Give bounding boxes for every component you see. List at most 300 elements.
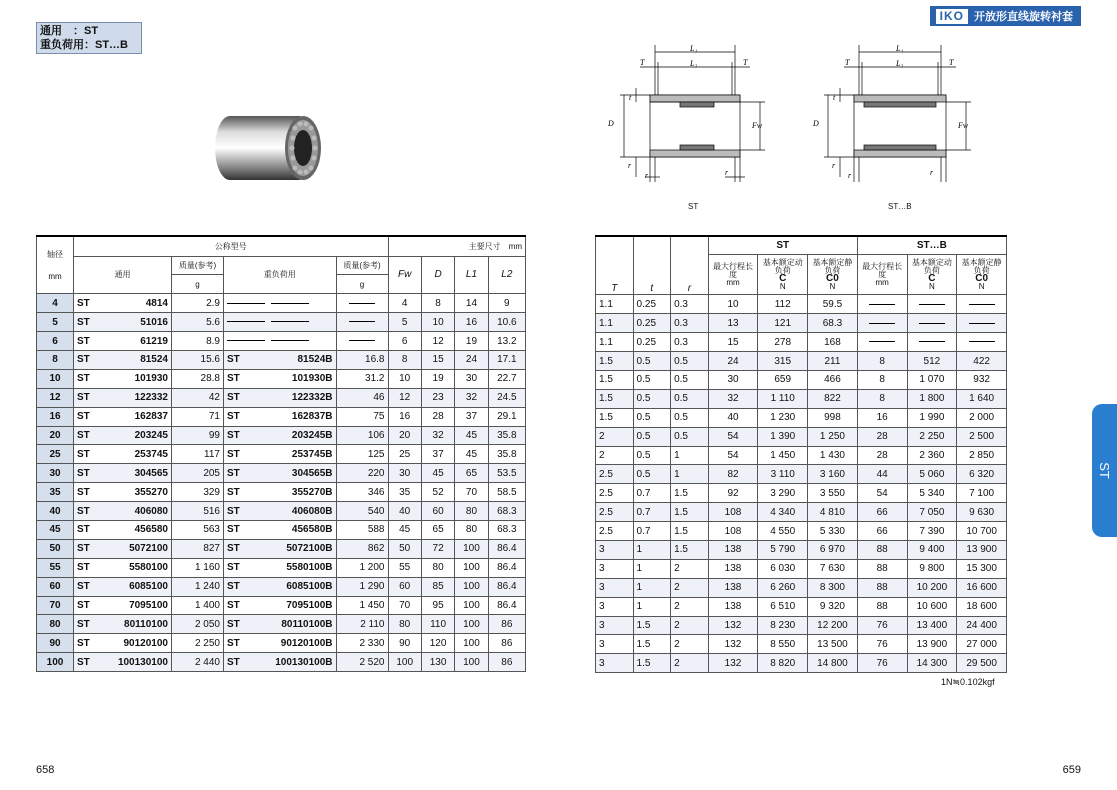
table-cell: 16 600 <box>957 578 1007 597</box>
d-header: D <box>421 256 454 294</box>
table-cell: 88 <box>857 597 907 616</box>
table-cell: 1.5 <box>596 370 634 389</box>
table-cell: 7 100 <box>957 484 1007 503</box>
table-cell: ST <box>224 615 269 634</box>
right-spec-table <box>595 235 1007 673</box>
table-cell: ST <box>74 294 104 313</box>
svg-text:t: t <box>833 93 836 102</box>
table-cell: ST <box>74 596 104 615</box>
table-cell: 86 <box>488 634 525 653</box>
stroke-header-b: 最大行程长度 mm <box>857 255 907 295</box>
table-row <box>37 294 526 313</box>
dash <box>869 304 895 305</box>
table-cell: 2 <box>671 616 709 635</box>
table-cell: 100 <box>455 558 488 577</box>
table-cell: 10 <box>388 369 421 388</box>
table-cell <box>957 295 1007 314</box>
table-cell: 80 <box>388 615 421 634</box>
table-cell: 4 550 <box>758 522 808 541</box>
table-cell: 1 450 <box>758 446 808 465</box>
table-cell: 4 340 <box>758 503 808 522</box>
svg-text:L₂: L₂ <box>690 59 698 68</box>
table-cell: 86 <box>488 653 525 672</box>
table-cell: 3 <box>596 559 634 578</box>
table-cell: 211 <box>808 352 858 371</box>
table-cell: 3 <box>596 635 634 654</box>
dash <box>349 340 375 341</box>
table-cell: 112 <box>758 295 808 314</box>
table-cell: 13 <box>708 314 758 333</box>
table-cell: 8 <box>37 350 74 369</box>
table-cell: 100130100B <box>268 653 336 672</box>
table-cell: 71 <box>172 407 224 426</box>
table-cell: ST <box>224 369 269 388</box>
table-cell: 50 <box>37 539 74 558</box>
table-cell: 65 <box>455 464 488 483</box>
table-cell: 278 <box>758 333 808 352</box>
table-cell: 0.5 <box>671 408 709 427</box>
table-cell: 1 <box>633 597 671 616</box>
table-cell: 15.6 <box>172 350 224 369</box>
table-cell: 16 <box>388 407 421 426</box>
side-tab-label: ST <box>1097 462 1112 479</box>
dash <box>869 341 895 342</box>
table-cell: 0.5 <box>633 408 671 427</box>
table-cell: 1.1 <box>596 333 634 352</box>
table-cell: 6 510 <box>758 597 808 616</box>
dash <box>271 340 309 341</box>
table-cell: 40 <box>708 408 758 427</box>
table-cell: 1 390 <box>758 427 808 446</box>
table-cell: ST <box>74 350 104 369</box>
dash <box>227 340 265 341</box>
table-cell: 2 <box>671 578 709 597</box>
table-cell: 13 900 <box>907 635 957 654</box>
table-cell: 6085100 <box>104 577 172 596</box>
table-cell: 0.5 <box>671 389 709 408</box>
table-cell: 3 550 <box>808 484 858 503</box>
table-cell: 13 900 <box>957 540 1007 559</box>
table-cell <box>857 314 907 333</box>
table-cell: 132 <box>708 616 758 635</box>
table-cell: 1 430 <box>808 446 858 465</box>
table-cell: 138 <box>708 559 758 578</box>
table-cell: 253745 <box>104 445 172 464</box>
table-cell: 2 <box>596 427 634 446</box>
table-cell: 355270B <box>268 483 336 502</box>
table-cell: 86 <box>488 615 525 634</box>
table-cell: ST <box>74 464 104 483</box>
table-row <box>37 407 526 426</box>
table-cell: 130 <box>421 653 454 672</box>
table-cell: 13 400 <box>907 616 957 635</box>
table-row <box>37 502 526 521</box>
model-header: 公称型号 <box>74 236 389 256</box>
table-cell: 99 <box>172 426 224 445</box>
table-cell: 1.5 <box>596 408 634 427</box>
dash <box>969 341 995 342</box>
table-cell: 220 <box>336 464 388 483</box>
table-cell: ST <box>224 445 269 464</box>
stroke-header: 最大行程长度 mm <box>708 255 758 295</box>
svg-text:L₁: L₁ <box>896 44 904 53</box>
stat-header: 基本额定静负荷 C0 N <box>808 255 858 295</box>
iko-logo: IKO <box>936 9 968 24</box>
table-cell: 25 <box>37 445 74 464</box>
dash <box>227 303 265 304</box>
table-cell <box>336 294 388 313</box>
table-row <box>37 596 526 615</box>
table-cell: ST <box>74 558 104 577</box>
table-cell: ST <box>224 653 269 672</box>
left-spec-table <box>36 235 526 672</box>
table-cell: 2 <box>596 446 634 465</box>
table-cell: 10 700 <box>957 522 1007 541</box>
table-cell: ST <box>224 483 269 502</box>
table-cell: 106 <box>336 426 388 445</box>
table-cell: 17.1 <box>488 350 525 369</box>
table-cell: 162837B <box>268 407 336 426</box>
table-row <box>37 350 526 369</box>
dash <box>969 304 995 305</box>
table-cell: 138 <box>708 597 758 616</box>
table-row <box>37 653 526 672</box>
table-cell: 406080 <box>104 502 172 521</box>
table-cell: 15 <box>708 333 758 352</box>
table-cell: 50 <box>388 539 421 558</box>
table-cell: 5072100B <box>268 539 336 558</box>
table-row <box>37 539 526 558</box>
table-cell: 659 <box>758 370 808 389</box>
table-cell: 346 <box>336 483 388 502</box>
table-cell: 88 <box>857 559 907 578</box>
table-cell: 1 640 <box>957 389 1007 408</box>
table-cell: 37 <box>455 407 488 426</box>
axis-label: 轴径 <box>47 250 63 260</box>
table-cell: ST <box>74 445 104 464</box>
table-cell: 3 <box>596 654 634 673</box>
table-cell: 1.5 <box>633 616 671 635</box>
table-cell: 5.6 <box>172 313 224 332</box>
table-cell: 32 <box>421 426 454 445</box>
table-cell: 53.5 <box>488 464 525 483</box>
table-cell: 19 <box>455 332 488 351</box>
table-cell: 1 800 <box>907 389 957 408</box>
table-cell: 16 <box>857 408 907 427</box>
table-cell: ST <box>224 502 269 521</box>
table-cell: 122332B <box>268 388 336 407</box>
table-cell: ST <box>74 539 104 558</box>
table-cell: 0.5 <box>633 427 671 446</box>
table-cell: 8 <box>857 389 907 408</box>
table-cell: 6 <box>388 332 421 351</box>
table-cell: 2.9 <box>172 294 224 313</box>
table-cell: 5580100 <box>104 558 172 577</box>
svg-text:r: r <box>645 171 649 180</box>
table-cell: 1 070 <box>907 370 957 389</box>
table-row <box>596 465 1007 484</box>
table-cell: 60 <box>421 502 454 521</box>
table-cell: 16 <box>37 407 74 426</box>
table-cell: 108 <box>708 503 758 522</box>
table-cell: 13.2 <box>488 332 525 351</box>
dash <box>919 341 945 342</box>
table-cell: 100 <box>455 596 488 615</box>
dash <box>271 303 309 304</box>
dash <box>919 323 945 324</box>
table-cell: 132 <box>708 654 758 673</box>
table-cell: 29 500 <box>957 654 1007 673</box>
side-tab[interactable] <box>1092 404 1117 537</box>
table-cell: 15 300 <box>957 559 1007 578</box>
table-cell: 0.25 <box>633 314 671 333</box>
table-cell: ST <box>224 558 269 577</box>
svg-text:r: r <box>848 171 852 180</box>
table-row <box>596 314 1007 333</box>
table-cell: 0.5 <box>633 370 671 389</box>
table-cell: ST <box>224 520 269 539</box>
table-cell: 23 <box>421 388 454 407</box>
table-cell <box>957 333 1007 352</box>
table-cell: 45 <box>455 445 488 464</box>
table-cell: 0.25 <box>633 295 671 314</box>
table-cell: 12 200 <box>808 616 858 635</box>
table-cell: 7095100 <box>104 596 172 615</box>
table-cell: 32 <box>455 388 488 407</box>
table-cell: 90 <box>37 634 74 653</box>
svg-text:D: D <box>608 119 614 128</box>
table-cell: 10 600 <box>907 597 957 616</box>
dash <box>349 321 375 322</box>
dash <box>919 304 945 305</box>
table-cell: 70 <box>37 596 74 615</box>
table-cell: 1.5 <box>633 635 671 654</box>
table-cell: 100 <box>455 615 488 634</box>
table-cell: 4 <box>388 294 421 313</box>
table-cell: ST <box>74 332 104 351</box>
table-cell: 5 060 <box>907 465 957 484</box>
table-cell: 66 <box>857 522 907 541</box>
table-cell: 2 850 <box>957 446 1007 465</box>
table-cell: 68.3 <box>488 502 525 521</box>
table-cell: 95 <box>421 596 454 615</box>
table-cell: 80 <box>421 558 454 577</box>
product-title-box <box>36 22 142 54</box>
table-cell: 8.9 <box>172 332 224 351</box>
table-cell: 55 <box>388 558 421 577</box>
table-cell: 516 <box>172 502 224 521</box>
table-cell: 4 <box>37 294 74 313</box>
table-row <box>37 426 526 445</box>
dash <box>271 321 309 322</box>
table-cell: 3 <box>596 540 634 559</box>
table-cell: 132 <box>708 635 758 654</box>
table-cell: 1.5 <box>671 540 709 559</box>
table-cell: 3 290 <box>758 484 808 503</box>
dash <box>869 323 895 324</box>
table-cell: 3 110 <box>758 465 808 484</box>
svg-text:T: T <box>949 58 954 67</box>
table-cell: 9 630 <box>957 503 1007 522</box>
table-cell: 35.8 <box>488 445 525 464</box>
table-cell: 59.5 <box>808 295 858 314</box>
table-cell: 30 <box>708 370 758 389</box>
table-cell: 6 <box>37 332 74 351</box>
table-row <box>596 295 1007 314</box>
table-row <box>37 558 526 577</box>
table-cell: 1 <box>633 559 671 578</box>
st-drawing <box>600 42 770 190</box>
t-header: t <box>633 236 671 295</box>
brand-banner <box>930 6 1081 26</box>
table-cell: 120 <box>421 634 454 653</box>
table-cell: 70 <box>455 483 488 502</box>
table-cell: 58.5 <box>488 483 525 502</box>
table-cell: ST <box>224 464 269 483</box>
table-cell: 0.5 <box>671 370 709 389</box>
table-cell: 1 <box>671 465 709 484</box>
table-cell <box>957 314 1007 333</box>
table-cell: 76 <box>857 635 907 654</box>
table-cell: 66 <box>857 503 907 522</box>
table-cell: 30 <box>388 464 421 483</box>
table-cell: 7 050 <box>907 503 957 522</box>
table-cell <box>336 313 388 332</box>
table-row <box>596 540 1007 559</box>
table-row <box>596 408 1007 427</box>
bushing-photo <box>205 108 335 188</box>
table-cell: 512 <box>907 352 957 371</box>
table-cell: 1.5 <box>671 522 709 541</box>
svg-text:T: T <box>845 58 850 67</box>
table-row <box>37 445 526 464</box>
mass2-header: 质量(参考) <box>336 256 388 275</box>
table-cell <box>224 294 269 313</box>
table-cell: 9 <box>488 294 525 313</box>
table-cell: 22.7 <box>488 369 525 388</box>
table-cell: ST <box>74 615 104 634</box>
table-cell: 304565B <box>268 464 336 483</box>
table-cell: 7095100B <box>268 596 336 615</box>
table-cell: 0.5 <box>633 446 671 465</box>
table-row <box>37 615 526 634</box>
table-cell: 1 400 <box>172 596 224 615</box>
table-cell: 86.4 <box>488 558 525 577</box>
table-cell: 355270 <box>104 483 172 502</box>
table-cell: 138 <box>708 578 758 597</box>
table-cell: 1 200 <box>336 558 388 577</box>
table-row <box>596 559 1007 578</box>
table-cell: ST <box>74 369 104 388</box>
table-cell <box>857 333 907 352</box>
mass2-unit: g <box>336 275 388 294</box>
table-row <box>37 388 526 407</box>
table-cell: 68.3 <box>488 520 525 539</box>
table-cell: 2 360 <box>907 446 957 465</box>
table-cell: 80 <box>455 520 488 539</box>
table-cell: 76 <box>857 654 907 673</box>
table-cell: 822 <box>808 389 858 408</box>
table-cell: 406080B <box>268 502 336 521</box>
table-cell: 117 <box>172 445 224 464</box>
table-cell: 0.5 <box>633 389 671 408</box>
table-cell: 15 <box>421 350 454 369</box>
table-cell: 100 <box>37 653 74 672</box>
table-cell: 122332 <box>104 388 172 407</box>
table-cell: 108 <box>708 522 758 541</box>
table-row <box>596 578 1007 597</box>
col-axis <box>37 236 74 294</box>
table-cell: 44 <box>857 465 907 484</box>
table-cell <box>268 294 336 313</box>
table-cell: 54 <box>857 484 907 503</box>
axis-unit: mm <box>48 272 62 282</box>
table-cell: 5 <box>37 313 74 332</box>
table-cell: 10.6 <box>488 313 525 332</box>
dyn-header-b: 基本额定动负荷 C N <box>907 255 957 295</box>
table-cell: 16.8 <box>336 350 388 369</box>
table-cell: 100 <box>455 653 488 672</box>
table-row <box>37 577 526 596</box>
table-cell: ST <box>74 520 104 539</box>
table-cell: ST <box>74 388 104 407</box>
table-row <box>596 370 1007 389</box>
mass-header: 质量(参考) <box>172 256 224 275</box>
table-cell: 28.8 <box>172 369 224 388</box>
table-cell: 5 340 <box>907 484 957 503</box>
table-cell: 1.5 <box>671 503 709 522</box>
table-cell: 51016 <box>104 313 172 332</box>
table-cell: 88 <box>857 578 907 597</box>
figure-label-st: ST <box>688 202 699 211</box>
table-cell: ST <box>74 426 104 445</box>
table-cell: 2 <box>671 635 709 654</box>
table-cell: 100 <box>455 539 488 558</box>
table-cell: 18 600 <box>957 597 1007 616</box>
table-cell: 2 <box>671 654 709 673</box>
table-cell: ST <box>224 350 269 369</box>
table-cell: 9 800 <box>907 559 957 578</box>
table-cell: 2 110 <box>336 615 388 634</box>
table-cell: 31.2 <box>336 369 388 388</box>
table-row <box>37 634 526 653</box>
table-row <box>596 484 1007 503</box>
table-cell: 121 <box>758 314 808 333</box>
table-cell: ST <box>74 313 104 332</box>
table-cell: 0.5 <box>633 465 671 484</box>
table-cell: 85 <box>421 577 454 596</box>
table-cell: 0.7 <box>633 522 671 541</box>
table-cell: 35 <box>388 483 421 502</box>
table-cell: 422 <box>957 352 1007 371</box>
table-cell: 37 <box>421 445 454 464</box>
table-cell <box>857 295 907 314</box>
table-cell: 1 <box>671 446 709 465</box>
table-cell: 60 <box>37 577 74 596</box>
table-row <box>596 389 1007 408</box>
table-cell <box>907 295 957 314</box>
stb-header: ST…B <box>857 236 1006 255</box>
table-cell: 588 <box>336 520 388 539</box>
table-cell: 80 <box>455 502 488 521</box>
table-cell: 24 400 <box>957 616 1007 635</box>
table-cell: 563 <box>172 520 224 539</box>
dash <box>227 321 265 322</box>
table-cell: 20 <box>37 426 74 445</box>
table-cell: ST <box>224 388 269 407</box>
table-cell: 1 240 <box>172 577 224 596</box>
table-cell: 3 160 <box>808 465 858 484</box>
